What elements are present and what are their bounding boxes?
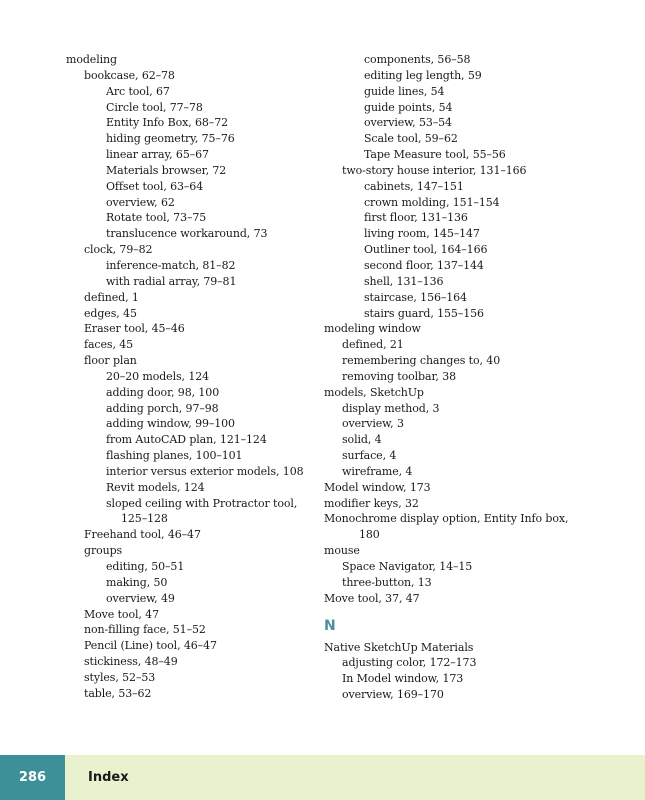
index-entry: Circle tool, 77–78 (106, 100, 203, 114)
index-entry: models, SketchUp (324, 385, 424, 399)
index-entry: second floor, 137–144 (364, 258, 484, 272)
index-entry: styles, 52–53 (84, 670, 156, 684)
page-footer (0, 755, 645, 800)
index-entry: 20–20 models, 124 (106, 369, 210, 383)
index-entry: removing toolbar, 38 (342, 369, 456, 383)
index-entry: Monochrome display option, Entity Info box, (324, 512, 569, 526)
index-entry: modifier keys, 32 (324, 496, 419, 510)
index-entry: cabinets, 147–151 (364, 179, 464, 193)
index-entry: Offset tool, 63–64 (106, 179, 204, 193)
index-entry: modeling window (324, 322, 421, 336)
index-entry: living room, 145–147 (364, 227, 480, 241)
index-entry: flashing planes, 100–101 (106, 449, 243, 463)
index-entry: editing, 50–51 (106, 560, 185, 573)
index-entry: table, 53–62 (84, 686, 152, 700)
index-entry: sloped ceiling with Protractor tool, (106, 496, 298, 510)
index-entry: mouse (324, 544, 360, 558)
index-entry: adding window, 99–100 (106, 417, 235, 431)
index-entry: In Model window, 173 (342, 672, 464, 686)
index-column-right (324, 52, 624, 703)
index-entry: Pencil (Line) tool, 46–47 (84, 639, 217, 653)
index-entry: components, 56–58 (364, 53, 471, 66)
index-entry: Rotate tool, 73–75 (106, 211, 207, 225)
index-entry: Move tool, 47 (84, 607, 159, 621)
index-entry: interior versus exterior models, 108 (106, 464, 304, 478)
index-entry: Eraser tool, 45–46 (84, 322, 185, 336)
index-entry: with radial array, 79–81 (106, 274, 237, 288)
index-entry: linear array, 65–67 (106, 148, 209, 162)
index-entry: overview, 49 (106, 591, 175, 605)
index-entry: edges, 45 (84, 306, 137, 320)
index-entry: stairs guard, 155–156 (364, 306, 484, 320)
index-entry: guide lines, 54 (364, 84, 445, 98)
index-entry: two-story house interior, 131–166 (342, 163, 527, 177)
index-entry: display method, 3 (342, 401, 440, 415)
index-entry: crown molding, 151–154 (364, 195, 500, 209)
index-entry: floor plan (84, 354, 137, 368)
index-entry: Space Navigator, 14–15 (342, 560, 473, 573)
section-letter-n: N (324, 617, 336, 634)
index-entry: Scale tool, 59–62 (364, 132, 458, 146)
index-entry: remembering changes to, 40 (342, 354, 501, 368)
index-entry: groups (84, 544, 123, 558)
index-entry: 180 (359, 528, 380, 542)
index-entry: overview, 62 (106, 195, 175, 209)
index-entry: wireframe, 4 (342, 464, 413, 478)
index-entry: non-filling face, 51–52 (84, 623, 206, 637)
index-entry: Outliner tool, 164–166 (364, 243, 488, 257)
index-entry: Native SketchUp Materials (324, 640, 474, 654)
index-entry: Freehand tool, 46–47 (84, 528, 201, 542)
index-entry: adding porch, 97–98 (106, 401, 219, 415)
index-entry: bookcase, 62–78 (84, 68, 175, 82)
index-entry: inference-match, 81–82 (106, 258, 236, 272)
index-entry: Model window, 173 (324, 480, 431, 494)
index-entry: 125–128 (121, 512, 168, 526)
index-entry: Materials browser, 72 (106, 163, 227, 177)
index-entry: faces, 45 (84, 338, 134, 352)
index-entry: shell, 131–136 (364, 274, 444, 288)
index-entry: Arc tool, 67 (106, 84, 170, 98)
index-entry: defined, 1 (84, 290, 139, 304)
index-entry: Revit models, 124 (106, 480, 205, 494)
index-entry: overview, 3 (342, 417, 404, 431)
index-entry: three-button, 13 (342, 575, 432, 589)
index-entry: clock, 79–82 (84, 243, 153, 257)
index-entry: surface, 4 (342, 449, 397, 463)
index-entry: hiding geometry, 75–76 (106, 132, 235, 146)
index-entry: Entity Info Box, 68–72 (106, 116, 229, 130)
index-entry: Move tool, 37, 47 (324, 591, 420, 605)
index-entry: defined, 21 (342, 338, 404, 352)
index-entry: overview, 53–54 (364, 116, 452, 130)
index-entry: stickiness, 48–49 (84, 655, 178, 669)
index-entry: guide points, 54 (364, 100, 453, 114)
index-entry: editing leg length, 59 (364, 68, 482, 82)
index-entry: overview, 169–170 (342, 688, 444, 702)
index-entry: solid, 4 (342, 433, 382, 447)
index-entry: Tape Measure tool, 55–56 (364, 148, 506, 162)
index-entry: modeling (66, 53, 117, 66)
index-entry: making, 50 (106, 575, 168, 589)
index-column-left (66, 52, 316, 702)
footer-section-label: Index (88, 770, 129, 785)
page-number: 286 (0, 755, 65, 800)
index-entry: adding door, 98, 100 (106, 385, 220, 399)
index-entry: adjusting color, 172–173 (342, 656, 477, 670)
index-entry: from AutoCAD plan, 121–124 (106, 433, 267, 447)
index-entry: staircase, 156–164 (364, 290, 467, 304)
index-entry: translucence workaround, 73 (106, 227, 268, 241)
index-entry: first floor, 131–136 (364, 211, 468, 225)
